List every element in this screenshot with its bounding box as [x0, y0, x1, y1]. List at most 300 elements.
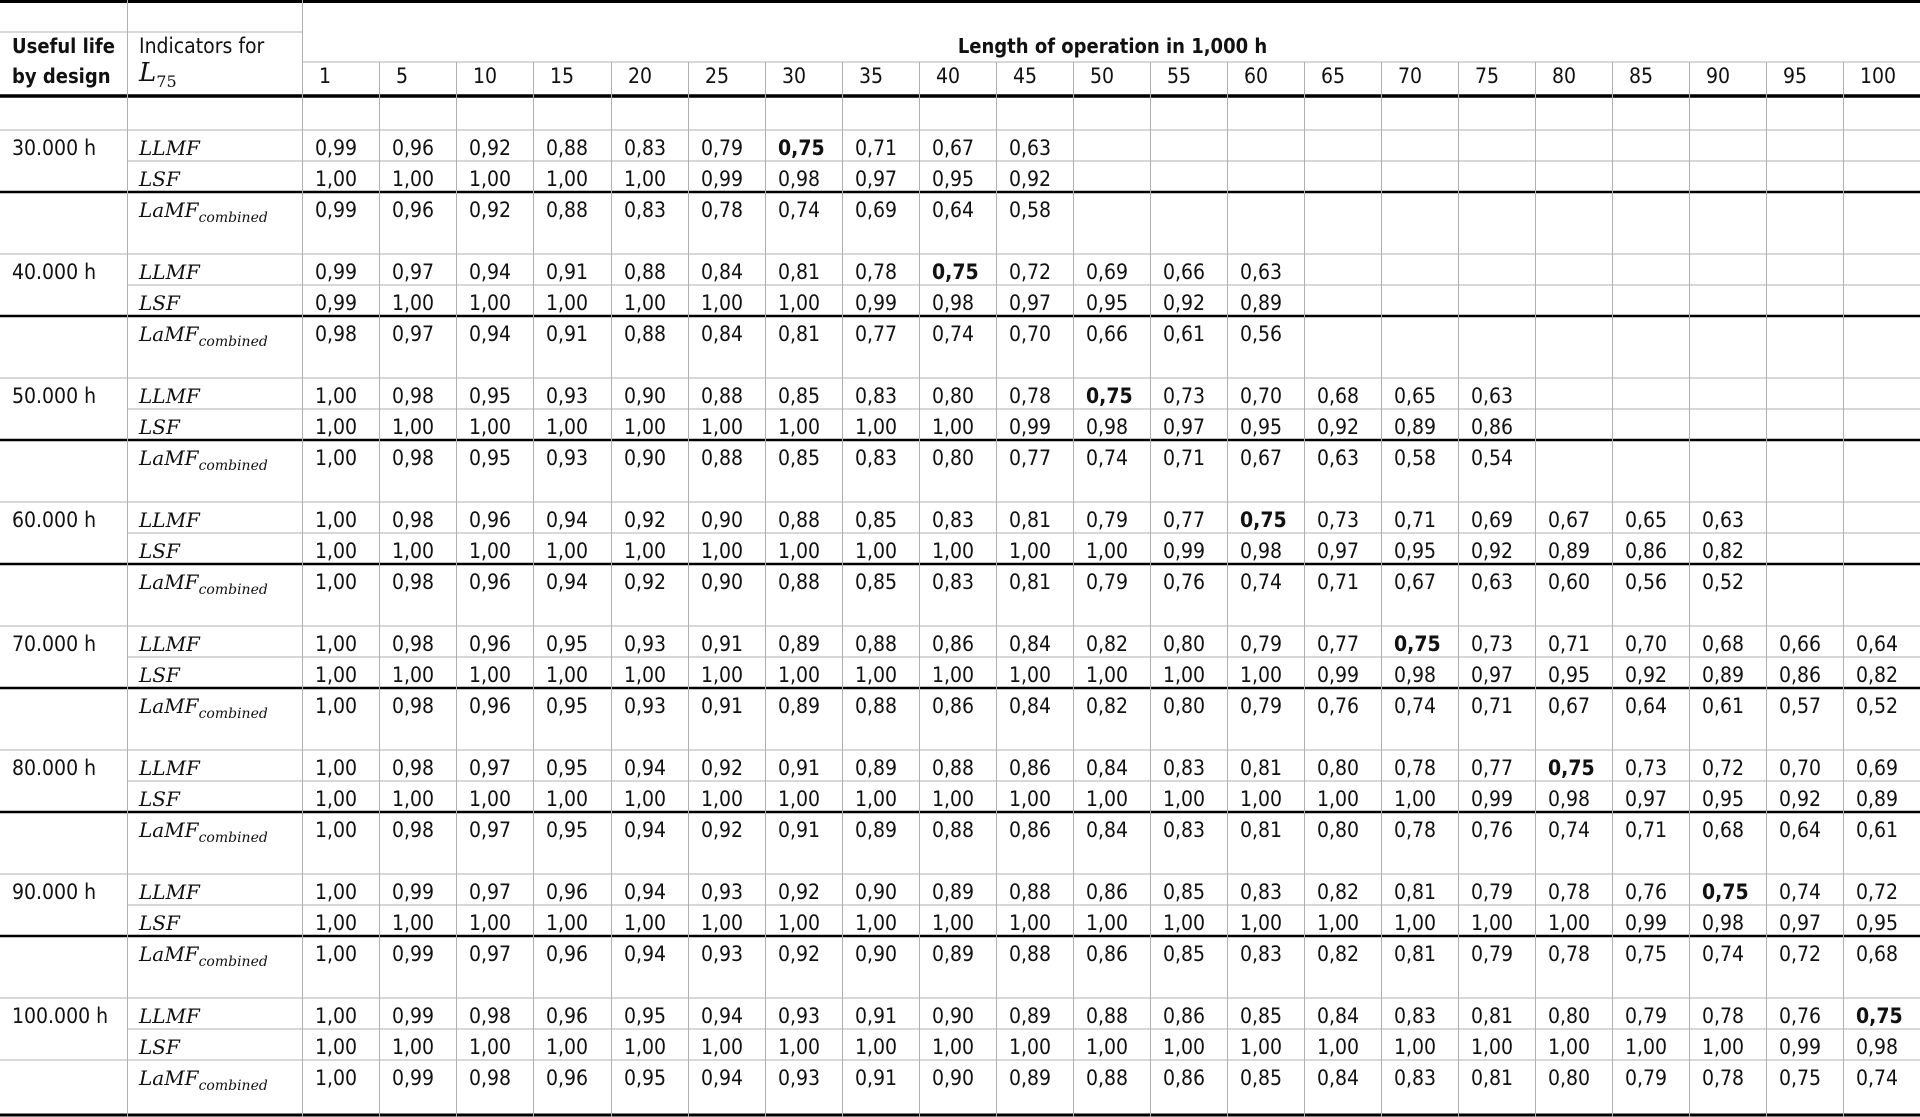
table-cell: 0,77 [1317, 632, 1360, 656]
useful-life-label: 50.000 h [12, 384, 97, 408]
table-cell: 0,97 [1471, 663, 1514, 687]
table-cell: 1,00 [1394, 911, 1437, 935]
indicators-header: Indicators for [139, 34, 265, 58]
table-cell: 1,00 [624, 539, 667, 563]
table-cell: 0,98 [392, 694, 435, 718]
table-cell: 0,92 [778, 942, 821, 966]
table-cell: 0,83 [855, 384, 898, 408]
table-cell: 0,91 [546, 322, 589, 346]
hour-header: 65 [1321, 64, 1346, 88]
table-cell: 1,00 [315, 1004, 358, 1028]
table-cell: 0,98 [392, 818, 435, 842]
indicator-label: LSF [139, 1035, 180, 1059]
table-cell: 0,82 [1317, 942, 1360, 966]
table-cell: 0,99 [315, 260, 358, 284]
table-cell: 1,00 [624, 663, 667, 687]
table-cell: 0,78 [701, 198, 744, 222]
table-cell: 0,85 [1240, 1066, 1283, 1090]
table-cell: 0,63 [1471, 570, 1514, 594]
table-cell: 0,80 [1548, 1066, 1591, 1090]
table-cell: 0,95 [469, 446, 512, 470]
table-cell: 0,74 [1779, 880, 1822, 904]
table-cell: 0,76 [1779, 1004, 1822, 1028]
table-cell: 0,98 [778, 167, 821, 191]
table-cell: 1,00 [546, 539, 589, 563]
table-cell: 0,99 [701, 167, 744, 191]
l75-symbol: $L_{75}$ [139, 58, 177, 91]
table-cell: 1,00 [701, 787, 744, 811]
table-cell: 0,86 [1163, 1004, 1206, 1028]
table-cell: 0,63 [1702, 508, 1745, 532]
hour-header: 95 [1783, 64, 1808, 88]
table-cell: 0,79 [1625, 1004, 1668, 1028]
table-cell: 0,83 [932, 570, 975, 594]
table-cell: 0,82 [1086, 632, 1129, 656]
table-cell: 1,00 [315, 446, 358, 470]
table-cell: 0,99 [392, 1004, 435, 1028]
table-cell: 1,00 [392, 787, 435, 811]
table-cell: 0,95 [469, 384, 512, 408]
table-cell: 1,00 [392, 663, 435, 687]
table-cell: 0,96 [546, 1066, 589, 1090]
table-cell: 0,90 [701, 508, 744, 532]
table-cell: 0,98 [392, 446, 435, 470]
table-cell: 0,91 [855, 1066, 898, 1090]
table-cell: 0,73 [1317, 508, 1360, 532]
table-cell: 0,71 [1471, 694, 1514, 718]
table-cell: 0,86 [1471, 415, 1514, 439]
table-cell: 1,00 [1163, 911, 1206, 935]
table-cell: 0,82 [1317, 880, 1360, 904]
table-cell: 0,97 [1009, 291, 1052, 315]
table-cell: 0,83 [624, 198, 667, 222]
table-cell: 1,00 [1240, 1035, 1283, 1059]
table-cell: 0,85 [1240, 1004, 1283, 1028]
table-cell: 0,78 [1394, 756, 1437, 780]
table-cell: 0,93 [546, 384, 589, 408]
table-cell: 0,84 [1086, 756, 1129, 780]
table-cell: 0,77 [1163, 508, 1206, 532]
table-cell: 1,00 [392, 415, 435, 439]
table-cell: 1,00 [469, 167, 512, 191]
indicator-label: LLMF [139, 508, 200, 532]
table-cell: 1,00 [1240, 911, 1283, 935]
useful-life-label: 80.000 h [12, 756, 97, 780]
table-cell: 0,86 [932, 632, 975, 656]
table-cell: 0,89 [855, 818, 898, 842]
table-cell: 1,00 [546, 415, 589, 439]
table-cell: 1,00 [1086, 663, 1129, 687]
table-cell: 0,80 [1163, 632, 1206, 656]
table-cell: 0,92 [624, 570, 667, 594]
hour-header: 35 [859, 64, 884, 88]
table-cell: 0,93 [778, 1066, 821, 1090]
table-cell: 0,75 [1240, 508, 1287, 532]
table-cell: 0,97 [392, 260, 435, 284]
hour-header: 25 [705, 64, 730, 88]
table-cell: 0,61 [1856, 818, 1899, 842]
table-cell: 0,88 [1009, 942, 1052, 966]
table-cell: 0,63 [1317, 446, 1360, 470]
useful-life-label: 30.000 h [12, 136, 97, 160]
useful-life-label: 90.000 h [12, 880, 97, 904]
table-cell: 1,00 [932, 1035, 975, 1059]
table-cell: 1,00 [1086, 1035, 1129, 1059]
indicator-label: LaMF$_{combined}$ [139, 446, 268, 474]
hour-header: 1 [319, 64, 332, 88]
hour-header: 75 [1475, 64, 1500, 88]
useful-life-header-line2: by design [12, 64, 111, 88]
table-cell: 0,81 [778, 260, 821, 284]
table-cell: 1,00 [315, 570, 358, 594]
hour-header: 15 [550, 64, 575, 88]
table-cell: 0,86 [932, 694, 975, 718]
table-cell: 1,00 [932, 415, 975, 439]
table-cell: 1,00 [855, 415, 898, 439]
table-cell: 0,89 [1394, 415, 1437, 439]
table-cell: 0,94 [624, 756, 667, 780]
length-of-operation-title: Length of operation in 1,000 h [957, 34, 1268, 58]
table-cell: 0,68 [1702, 818, 1745, 842]
table-cell: 0,74 [1702, 942, 1745, 966]
table-cell: 0,68 [1317, 384, 1360, 408]
table-cell: 0,98 [1548, 787, 1591, 811]
table-cell: 0,89 [1856, 787, 1899, 811]
table-cell: 0,67 [1548, 694, 1591, 718]
table-cell: 1,00 [315, 694, 358, 718]
table-cell: 0,78 [1702, 1066, 1745, 1090]
table-cell: 0,88 [624, 322, 667, 346]
table-cell: 0,68 [1702, 632, 1745, 656]
table-cell: 1,00 [1394, 1035, 1437, 1059]
table-cell: 1,00 [315, 818, 358, 842]
table-cell: 1,00 [701, 415, 744, 439]
table-cell: 0,70 [1009, 322, 1052, 346]
table-cell: 0,81 [1009, 570, 1052, 594]
table-cell: 0,75 [1086, 384, 1133, 408]
table-cell: 0,80 [1317, 818, 1360, 842]
table-cell: 0,79 [1086, 508, 1129, 532]
table-cell: 0,67 [932, 136, 975, 160]
table-cell: 0,95 [624, 1066, 667, 1090]
table-cell: 1,00 [315, 756, 358, 780]
table-cell: 0,78 [1548, 942, 1591, 966]
table-cell: 1,00 [701, 663, 744, 687]
indicator-label: LSF [139, 787, 180, 811]
hour-header: 100 [1860, 64, 1897, 88]
table-cell: 1,00 [855, 911, 898, 935]
table-cell: 0,63 [1240, 260, 1283, 284]
table-cell: 0,95 [1856, 911, 1899, 935]
table-cell: 0,81 [1240, 818, 1283, 842]
table-cell: 0,97 [469, 756, 512, 780]
table-cell: 0,83 [1163, 756, 1206, 780]
table-cell: 0,82 [1856, 663, 1899, 687]
table-cell: 1,00 [1009, 539, 1052, 563]
table-cell: 0,98 [1394, 663, 1437, 687]
table-cell: 0,86 [1009, 818, 1052, 842]
table-cell: 1,00 [932, 663, 975, 687]
table-cell: 0,97 [1625, 787, 1668, 811]
table-cell: 0,85 [855, 570, 898, 594]
table-cell: 0,58 [1009, 198, 1052, 222]
table-cell: 1,00 [778, 911, 821, 935]
indicator-label: LLMF [139, 880, 200, 904]
table-cell: 1,00 [932, 787, 975, 811]
table-cell: 0,90 [624, 446, 667, 470]
table-cell: 1,00 [624, 167, 667, 191]
table-cell: 0,98 [932, 291, 975, 315]
table-cell: 0,89 [1702, 663, 1745, 687]
table-cell: 1,00 [315, 942, 358, 966]
indicator-label: LSF [139, 663, 180, 687]
indicator-label: LLMF [139, 260, 200, 284]
table-cell: 0,97 [1317, 539, 1360, 563]
table-cell: 0,80 [1163, 694, 1206, 718]
table-cell: 0,99 [315, 198, 358, 222]
table-cell: 0,96 [546, 1004, 589, 1028]
table-cell: 0,88 [624, 260, 667, 284]
table-cell: 1,00 [1163, 663, 1206, 687]
table-cell: 0,69 [1086, 260, 1129, 284]
table-cell: 0,90 [855, 880, 898, 904]
hour-header: 10 [473, 64, 498, 88]
table-cell: 0,74 [778, 198, 821, 222]
indicator-label: LSF [139, 415, 180, 439]
table-cell: 0,73 [1471, 632, 1514, 656]
table-cell: 0,86 [1625, 539, 1668, 563]
table-cell: 0,89 [932, 942, 975, 966]
table-cell: 1,00 [315, 663, 358, 687]
table-cell: 0,86 [1779, 663, 1822, 687]
table-cell: 1,00 [1009, 1035, 1052, 1059]
table-cell: 0,57 [1779, 694, 1822, 718]
table-cell: 1,00 [624, 415, 667, 439]
table-cell: 1,00 [315, 415, 358, 439]
table-cell: 0,98 [1856, 1035, 1899, 1059]
table-cell: 0,83 [932, 508, 975, 532]
table-cell: 1,00 [1009, 663, 1052, 687]
table-cell: 0,67 [1394, 570, 1437, 594]
useful-life-label: 40.000 h [12, 260, 97, 284]
table-cell: 1,00 [701, 1035, 744, 1059]
table-cell: 1,00 [1471, 1035, 1514, 1059]
table-cell: 1,00 [546, 663, 589, 687]
table-cell: 0,73 [1625, 756, 1668, 780]
table-cell: 0,84 [1086, 818, 1129, 842]
table-cell: 0,85 [855, 508, 898, 532]
table-cell: 0,74 [1548, 818, 1591, 842]
table-cell: 1,00 [315, 880, 358, 904]
table-cell: 0,88 [701, 384, 744, 408]
hour-header: 90 [1706, 64, 1731, 88]
table-cell: 0,89 [778, 632, 821, 656]
table-cell: 0,98 [392, 570, 435, 594]
table-cell: 1,00 [315, 787, 358, 811]
indicator-label: LaMF$_{combined}$ [139, 198, 268, 226]
table-cell: 0,88 [855, 694, 898, 718]
table-cell: 0,98 [1240, 539, 1283, 563]
table-cell: 0,91 [778, 756, 821, 780]
table-cell: 0,84 [1009, 632, 1052, 656]
table-cell: 0,89 [1009, 1004, 1052, 1028]
table-cell: 0,74 [1394, 694, 1437, 718]
table-cell: 0,95 [1702, 787, 1745, 811]
table-cell: 1,00 [469, 787, 512, 811]
hour-header: 40 [936, 64, 961, 88]
table-cell: 0,99 [1625, 911, 1668, 935]
table-cell: 1,00 [1317, 911, 1360, 935]
table-cell: 0,94 [701, 1066, 744, 1090]
table-cell: 0,71 [1625, 818, 1668, 842]
table-cell: 0,64 [1779, 818, 1822, 842]
table-cell: 1,00 [1702, 1035, 1745, 1059]
useful-life-label: 100.000 h [12, 1004, 109, 1028]
table-cell: 0,99 [315, 291, 358, 315]
table-cell: 0,66 [1779, 632, 1822, 656]
table-cell: 0,81 [1471, 1004, 1514, 1028]
table-cell: 0,81 [1471, 1066, 1514, 1090]
table-cell: 0,92 [1317, 415, 1360, 439]
table-cell: 0,84 [1009, 694, 1052, 718]
table-cell: 0,84 [701, 322, 744, 346]
table-cell: 0,80 [1548, 1004, 1591, 1028]
table-cell: 0,88 [778, 570, 821, 594]
table-cell: 0,99 [1163, 539, 1206, 563]
table-cell: 0,88 [1086, 1004, 1129, 1028]
table-cell: 0,60 [1548, 570, 1591, 594]
table-cell: 0,98 [392, 508, 435, 532]
table-cell: 0,69 [1471, 508, 1514, 532]
table-cell: 1,00 [855, 663, 898, 687]
table-cell: 0,83 [624, 136, 667, 160]
table-cell: 0,82 [1702, 539, 1745, 563]
hour-header: 55 [1167, 64, 1192, 88]
table-cell: 0,97 [469, 818, 512, 842]
table-cell: 0,91 [855, 1004, 898, 1028]
table-cell: 0,63 [1471, 384, 1514, 408]
table-cell: 0,93 [701, 942, 744, 966]
table-cell: 0,70 [1625, 632, 1668, 656]
table-cell: 0,98 [469, 1004, 512, 1028]
table-cell: 0,54 [1471, 446, 1514, 470]
table-cell: 1,00 [1317, 787, 1360, 811]
table-cell: 0,71 [1394, 508, 1437, 532]
table-cell: 0,83 [1240, 942, 1283, 966]
table-cell: 0,93 [624, 694, 667, 718]
table-cell: 0,56 [1625, 570, 1668, 594]
indicator-label: LaMF$_{combined}$ [139, 570, 268, 598]
indicator-label: LLMF [139, 136, 200, 160]
table-cell: 0,92 [1471, 539, 1514, 563]
table-cell: 0,92 [701, 756, 744, 780]
table-cell: 0,95 [546, 818, 589, 842]
table-cell: 0,98 [1086, 415, 1129, 439]
table-cell: 0,99 [315, 136, 358, 160]
table-cell: 1,00 [1240, 787, 1283, 811]
hour-header: 70 [1398, 64, 1423, 88]
hour-header: 20 [628, 64, 653, 88]
table-cell: 0,88 [1086, 1066, 1129, 1090]
table-cell: 0,95 [546, 694, 589, 718]
table-cell: 0,96 [392, 198, 435, 222]
hour-header: 50 [1090, 64, 1115, 88]
table-cell: 0,98 [392, 756, 435, 780]
table-cell: 0,89 [1240, 291, 1283, 315]
table-cell: 0,71 [1317, 570, 1360, 594]
table-cell: 1,00 [1086, 787, 1129, 811]
table-cell: 0,94 [624, 818, 667, 842]
table-cell: 0,75 [1702, 880, 1749, 904]
table-cell: 0,93 [546, 446, 589, 470]
table-cell: 0,97 [469, 880, 512, 904]
table-cell: 0,75 [932, 260, 979, 284]
table-cell: 1,00 [315, 167, 358, 191]
table-cell: 0,93 [701, 880, 744, 904]
table-cell: 0,95 [932, 167, 975, 191]
table-cell: 0,88 [546, 136, 589, 160]
table-cell: 1,00 [701, 539, 744, 563]
table-cell: 0,90 [624, 384, 667, 408]
table-cell: 1,00 [1548, 911, 1591, 935]
hour-header: 30 [782, 64, 807, 88]
table-cell: 0,72 [1009, 260, 1052, 284]
table-cell: 0,63 [1009, 136, 1052, 160]
table-cell: 0,83 [855, 446, 898, 470]
table-cell: 0,90 [701, 570, 744, 594]
table-cell: 0,75 [1856, 1004, 1903, 1028]
table-cell: 1,00 [546, 1035, 589, 1059]
table-cell: 0,86 [1163, 1066, 1206, 1090]
table-cell: 0,83 [1394, 1066, 1437, 1090]
table-cell: 0,81 [1394, 942, 1437, 966]
table-cell: 0,77 [855, 322, 898, 346]
table-cell: 1,00 [1086, 911, 1129, 935]
indicator-label: LLMF [139, 384, 200, 408]
table-cell: 0,73 [1163, 384, 1206, 408]
indicator-label: LaMF$_{combined}$ [139, 1066, 268, 1094]
table-cell: 0,78 [1702, 1004, 1745, 1028]
table-cell: 1,00 [315, 632, 358, 656]
table-cell: 0,76 [1625, 880, 1668, 904]
table-cell: 0,86 [1086, 880, 1129, 904]
table-cell: 0,79 [1471, 880, 1514, 904]
table-cell: 0,90 [932, 1066, 975, 1090]
table-cell: 1,00 [778, 415, 821, 439]
indicator-label: LaMF$_{combined}$ [139, 942, 268, 970]
table-cell: 0,85 [1163, 942, 1206, 966]
indicator-label: LSF [139, 291, 180, 315]
table-cell: 0,88 [855, 632, 898, 656]
table-cell: 0,78 [1548, 880, 1591, 904]
table-cell: 1,00 [624, 787, 667, 811]
table-cell: 0,97 [1779, 911, 1822, 935]
table-cell: 0,92 [778, 880, 821, 904]
table-cell: 0,89 [1009, 1066, 1052, 1090]
table-cell: 0,79 [1240, 694, 1283, 718]
table-cell: 1,00 [469, 291, 512, 315]
table-cell: 0,68 [1856, 942, 1899, 966]
table-cell: 1,00 [624, 911, 667, 935]
table-cell: 1,00 [932, 539, 975, 563]
table-cell: 0,74 [1856, 1066, 1899, 1090]
table-cell: 0,71 [1163, 446, 1206, 470]
table-cell: 1,00 [392, 539, 435, 563]
table-cell: 1,00 [855, 787, 898, 811]
table-cell: 0,80 [932, 446, 975, 470]
hour-header: 5 [396, 64, 409, 88]
table-cell: 0,61 [1163, 322, 1206, 346]
